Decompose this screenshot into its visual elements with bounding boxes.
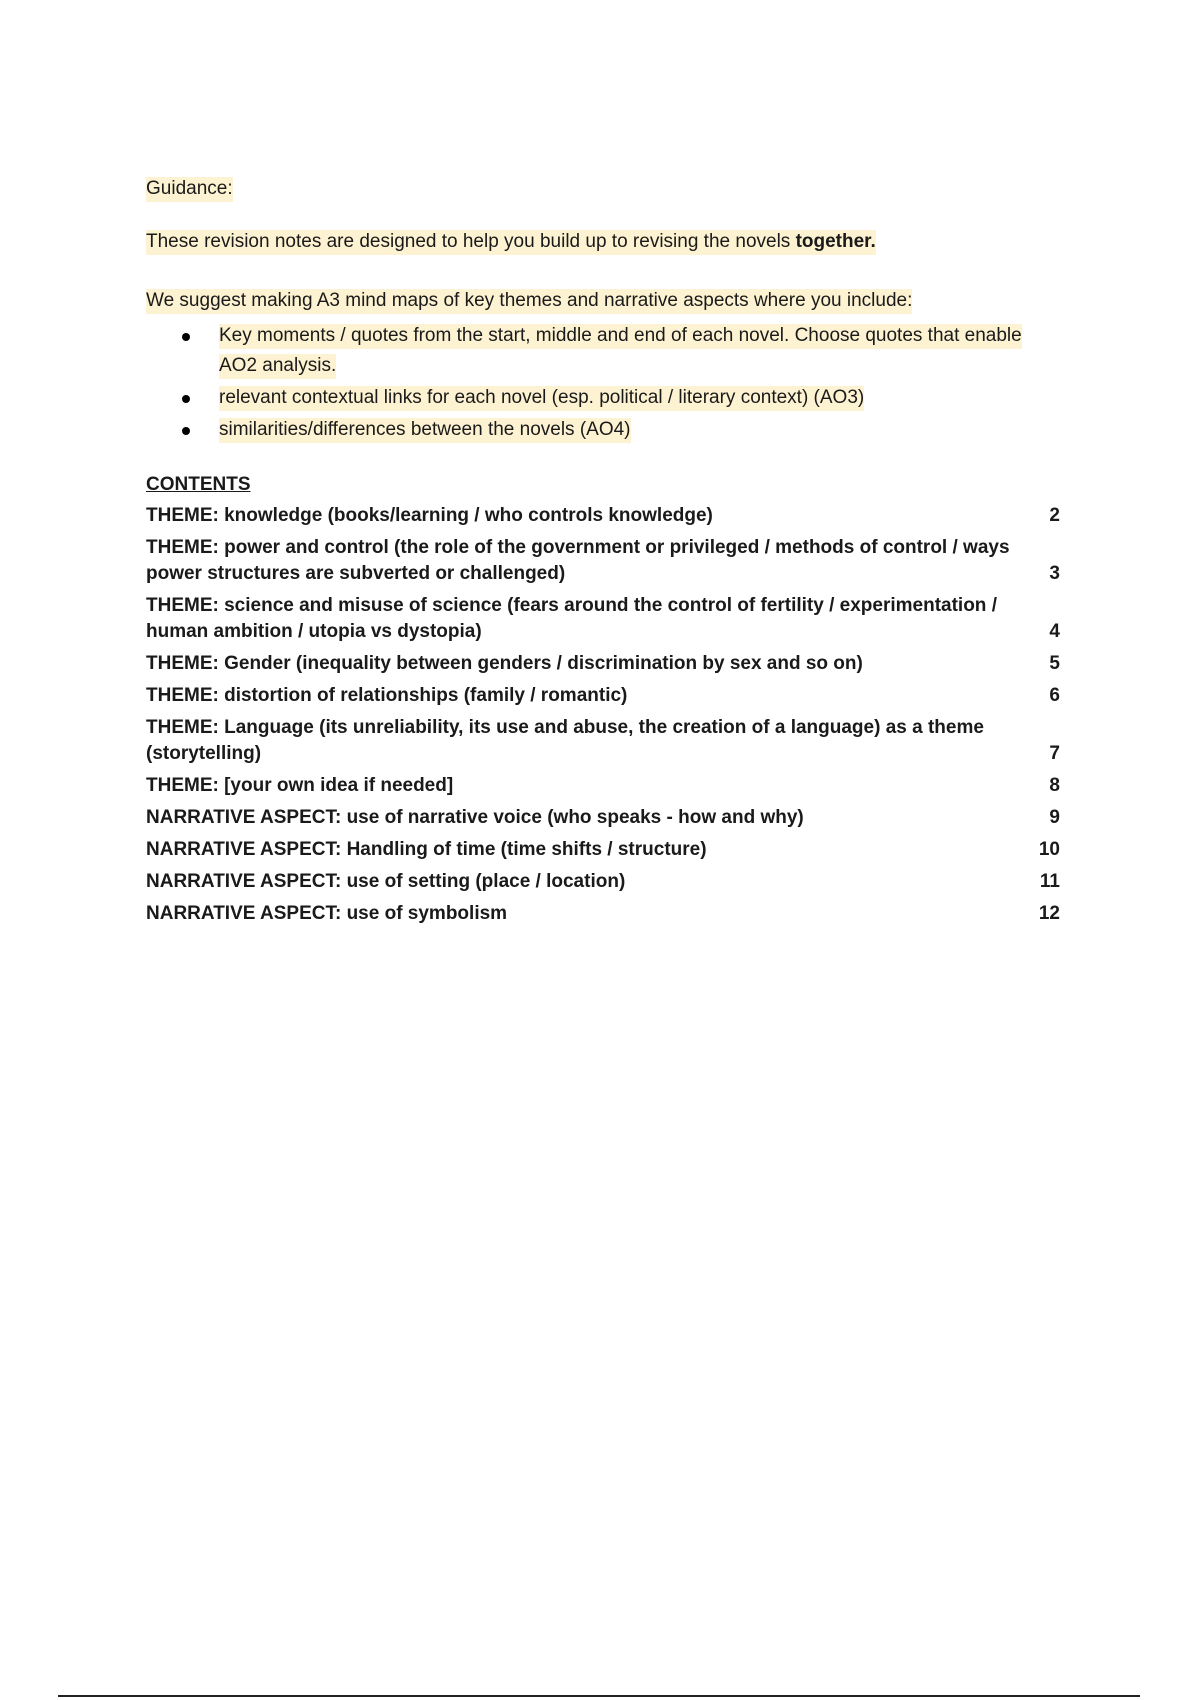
toc-entry[interactable] — [146, 503, 1060, 529]
toc-entry[interactable] — [146, 901, 1060, 927]
toc-entry-page: 4 — [1049, 621, 1060, 642]
contents-section — [146, 473, 1060, 933]
guidance-suggestion — [146, 290, 912, 312]
toc-entry-label: NARRATIVE ASPECT: Handling of time (time shifts / structure) — [146, 839, 707, 860]
bullet-text: Key moments / quotes from the start, middle and end of each novel. Choose quotes that enable AO2 analysis. — [219, 324, 1022, 379]
toc-entry-label: NARRATIVE ASPECT: use of narrative voice (who speaks - how and why) — [146, 807, 804, 828]
intro-bold-text: together. — [795, 231, 876, 252]
toc-entry-page: 5 — [1049, 653, 1060, 674]
bullet-dot-icon — [182, 395, 190, 403]
toc-entry-label: THEME: Gender (inequality between genders / discrimination by sex and so on) — [146, 653, 863, 674]
toc-entry-page: 2 — [1049, 505, 1060, 526]
bullet-dot-icon — [182, 333, 190, 341]
toc-entry[interactable] — [146, 869, 1060, 895]
toc-entry[interactable] — [146, 535, 1060, 587]
toc-entry[interactable] — [146, 805, 1060, 831]
toc-entry-page: 3 — [1049, 563, 1060, 584]
toc-entry-label: NARRATIVE ASPECT: use of symbolism — [146, 903, 508, 924]
toc-entry-label: THEME: science and misuse of science (fears around the control of fertility / experimentation / human ambition / utopia vs dystopia) — [146, 595, 997, 642]
toc-entry-page: 11 — [1039, 871, 1060, 892]
bullet-item — [182, 415, 1032, 445]
toc-entry-page: 8 — [1049, 775, 1060, 796]
toc-entry-page: 10 — [1038, 839, 1060, 860]
guidance-intro — [146, 231, 876, 253]
toc-entry-label: THEME: [your own idea if needed] — [146, 775, 454, 796]
bullet-text: similarities/differences between the novels (AO4) — [219, 418, 631, 443]
guidance-bullet-list — [182, 321, 1032, 447]
toc-entry-page: 7 — [1049, 743, 1060, 764]
toc-entry[interactable] — [146, 651, 1060, 677]
toc-entry-label: THEME: distortion of relationships (family / romantic) — [146, 685, 628, 706]
bullet-text: relevant contextual links for each novel (esp. political / literary context) (AO3) — [219, 386, 864, 411]
footer-divider — [58, 1695, 1140, 1697]
toc-entry-label: NARRATIVE ASPECT: use of setting (place / location) — [146, 871, 626, 892]
guidance-heading — [146, 178, 233, 200]
toc-entry-page: 12 — [1038, 903, 1060, 924]
toc-entry[interactable] — [146, 773, 1060, 799]
toc-entry[interactable] — [146, 837, 1060, 863]
suggestion-text: We suggest making A3 mind maps of key themes and narrative aspects where you include: — [146, 289, 912, 314]
intro-text: These revision notes are designed to help you build up to revising the novels — [146, 230, 796, 255]
toc-entry-page: 6 — [1049, 685, 1060, 706]
bullet-item — [182, 383, 1032, 413]
toc-entry-label: THEME: power and control (the role of the government or privileged / methods of control / ways power structures are subverted or challenged) — [146, 537, 1010, 584]
toc-entry-page: 9 — [1049, 807, 1060, 828]
bullet-item — [182, 321, 1032, 381]
contents-title: CONTENTS — [146, 474, 251, 495]
toc-entry[interactable] — [146, 683, 1060, 709]
guidance-label: Guidance: — [146, 177, 233, 202]
toc-entry-label: THEME: knowledge (books/learning / who controls knowledge) — [146, 505, 713, 526]
toc-entry-label: THEME: Language (its unreliability, its use and abuse, the creation of a language) as a theme (storytelling) — [146, 717, 984, 764]
bullet-dot-icon — [182, 427, 190, 435]
toc-entry[interactable] — [146, 593, 1060, 645]
toc-entry[interactable] — [146, 715, 1060, 767]
